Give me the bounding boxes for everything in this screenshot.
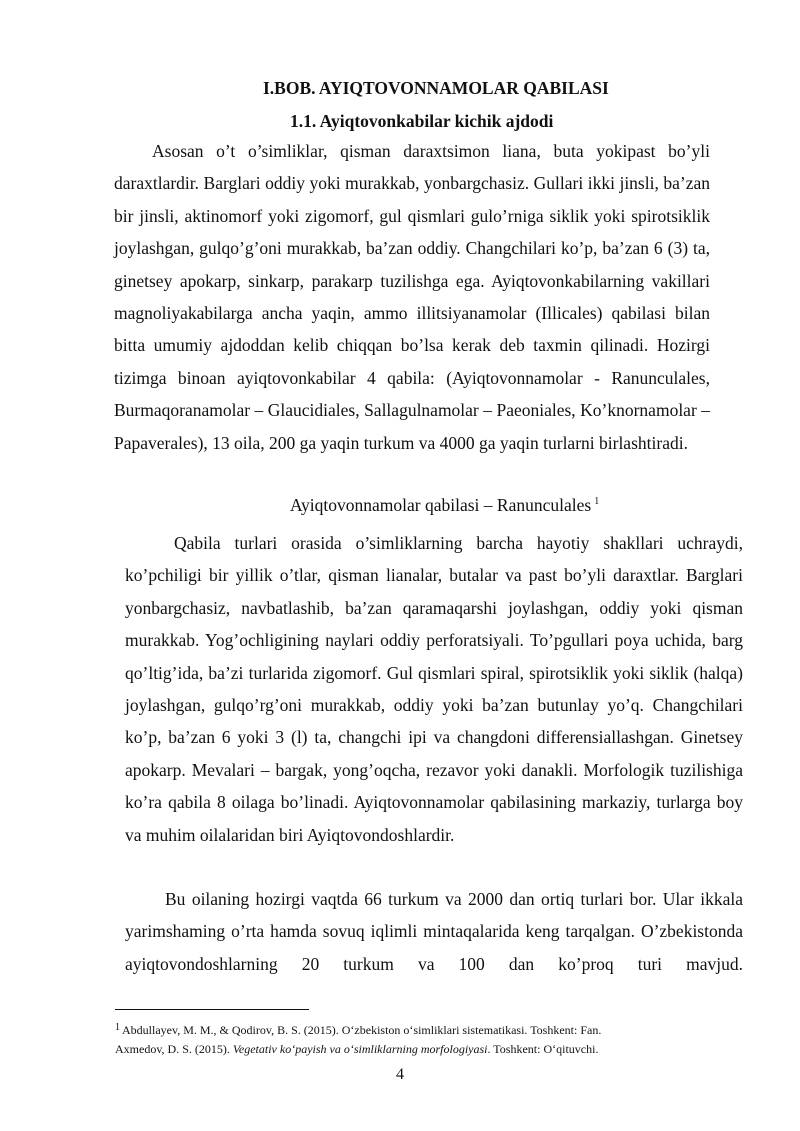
subsection-title bbox=[290, 495, 599, 516]
subsection-title-text: Ayiqtovonnamolar qabilasi – Ranunculales bbox=[290, 495, 592, 515]
paragraph-1-text: Asosan o’t o’simliklar, qisman daraxtsimon liana, buta yokipast bo’yli daraxtlardir. Barglari oddiy yoki murakkab, yonbargchasiz. Gullari ikki jinsli, ba’zan bir jinsli, aktinomorf yoki zigomorf, gul qismlari gulo’rniga siklik yoki spirotsiklik joylashgan, gulqo’g’oni murakkab, ba’zan oddiy. Changchilari ko’p, ba’zan 6 (3) ta, ginetsey apokarp, sinkarp, parakarp tuzilishga ega. Ayiqtovonkabilarning vakillari magnoliyakabilarga ancha yaqin, ammo illitsiyanamolar (Illicales) qabilasi bilan bitta umumiy ajdoddan kelib chiqqan bo’lsa kerak deb taxmin qilinadi. Hozirgi tizimga binoan ayiqtovonkabilar 4 qabila: (Ayiqtovonnamolar - Ranunculales, Burmaqoranamolar – Glaucidiales, Sallagulnamolar – Paeoniales, Ko’knornamolar – Papaverales), 13 oila, 200 ga yaqin turkum va 4000 ga yaqin turlarni birlashtiradi. bbox=[114, 141, 710, 453]
paragraph-2 bbox=[125, 527, 743, 851]
paragraph-3-text: Bu oilaning hozirgi vaqtda 66 turkum va 2000 dan ortiq turlari bor. Ular ikkala yarimshaming o’rta hamda sovuq iqlimli mintaqalarida keng tarqalgan. O’zbekistonda ayiqtovondoshlarning 20 turkum va 100 dan ko’proq turi mavjud. bbox=[125, 889, 743, 974]
footnotes bbox=[115, 1018, 715, 1059]
footnote-number: 1 bbox=[115, 1022, 120, 1033]
page-number: 4 bbox=[396, 1066, 404, 1083]
chapter-title: I.BOB. AYIQTOVONNAMOLAR QABILASI bbox=[263, 78, 609, 98]
paragraph-2-text: Qabila turlari orasida o’simliklarning barcha hayotiy shakllari uchraydi, ko’pchiligi bir yillik o’tlar, qisman lianalar, butalar va past bo’yli daraxtlar. Barglari yonbargchasiz, navbatlashib, ba’zan qaramaqarshi joylashgan, oddiy yoki qisman murakkab. Yog’ochligining naylari oddiy perforatsiyali. To’pgullari poya uchida, barg qo’ltig’ida, ba’zi turlarida zigomorf. Gul qismlari spiral, spirotsiklik yoki siklik (halqa) joylashgan, gulqo’rg’oni murakkab, oddiy yoki ba’zan butunlay yo’q. Changchilari ko’p, ba’zan 6 yoki 3 (l) ta, changchi ipi va changdoni differensiallashgan. Ginetsey apokarp. Mevalari – bargak, yong’oqcha, rezavor yoki danakli. Morfologik tuzilishiga ko’ra qabila 8 oilaga bo’linadi. Ayiqtovonnamolar qabilasining markaziy, turlarga boy va muhim oilalaridan biri Ayiqtovondoshlardir. bbox=[125, 533, 743, 845]
footnote-2 bbox=[115, 1040, 715, 1059]
footnote-2-author: Axmedov, D. S. (2015). bbox=[115, 1042, 233, 1056]
paragraph-3 bbox=[125, 883, 743, 980]
footnote-2-title: Vegetativ ko‘payish va o‘simliklarning morfologiyasi bbox=[232, 1042, 488, 1056]
section-title: 1.1. Ayiqtovonkabilar kichik ajdodi bbox=[290, 111, 554, 131]
footnote-1-text: Abdullayev, M. M., & Qodirov, B. S. (2015). O‘zbekiston o‘simliklari sistematikasi. Toshkent: Fan. bbox=[122, 1023, 602, 1037]
footnote-reference: 1 bbox=[594, 496, 600, 507]
paragraph-1 bbox=[114, 135, 710, 459]
footnote-separator bbox=[115, 1009, 309, 1010]
footnote-1 bbox=[115, 1018, 715, 1040]
footnote-2-publisher: . Toshkent: O‘qituvchi. bbox=[487, 1042, 599, 1056]
